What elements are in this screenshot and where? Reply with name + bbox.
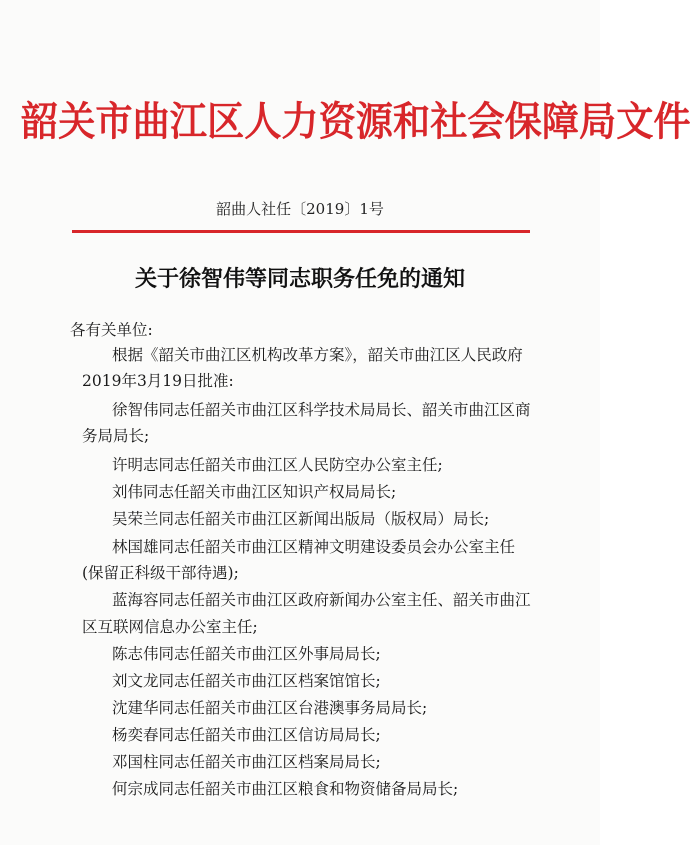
body-line: 杨奕春同志任韶关市曲江区信访局局长; xyxy=(112,726,381,744)
body-line: 2019年3月19日批准: xyxy=(82,372,234,390)
body-line: 刘文龙同志任韶关市曲江区档案馆馆长; xyxy=(112,672,381,690)
body-line: 沈建华同志任韶关市曲江区台港澳事务局局长; xyxy=(112,699,428,717)
body-line: 刘伟同志任韶关市曲江区知识产权局局长; xyxy=(112,483,397,501)
body-line: 区互联网信息办公室主任; xyxy=(82,618,258,636)
body-line: 根据《韶关市曲江区机构改革方案》，韶关市曲江区人民政府 xyxy=(112,346,523,364)
body-line: 邓国柱同志任韶关市曲江区档案局局长; xyxy=(112,753,381,771)
body-line: (保留正科级干部待遇); xyxy=(82,564,239,582)
red-divider-line xyxy=(72,230,530,233)
body-line: 林国雄同志任韶关市曲江区精神文明建设委员会办公室主任 xyxy=(112,538,516,556)
body-line: 徐智伟同志任韶关市曲江区科学技术局局长、韶关市曲江区商 xyxy=(112,401,531,419)
notice-title: 关于徐智伟等同志职务任免的通知 xyxy=(134,266,465,292)
body-line: 吴荣兰同志任韶关市曲江区新闻出版局（版权局）局长; xyxy=(112,510,490,528)
body-line: 何宗成同志任韶关市曲江区粮食和物资储备局局长; xyxy=(112,780,459,798)
salutation-line: 各有关单位: xyxy=(70,321,153,339)
body-line: 许明志同志任韶关市曲江区人民防空办公室主任; xyxy=(112,456,443,474)
body-line: 务局局长; xyxy=(82,427,150,445)
body-line: 蓝海容同志任韶关市曲江区政府新闻办公室主任、韶关市曲江 xyxy=(112,591,531,609)
document-header-title: 韶关市曲江区人力资源和社会保障局文件 xyxy=(21,98,691,145)
document-number: 韶曲人社任〔2019〕1号 xyxy=(216,200,384,218)
body-line: 陈志伟同志任韶关市曲江区外事局局长; xyxy=(112,645,381,663)
